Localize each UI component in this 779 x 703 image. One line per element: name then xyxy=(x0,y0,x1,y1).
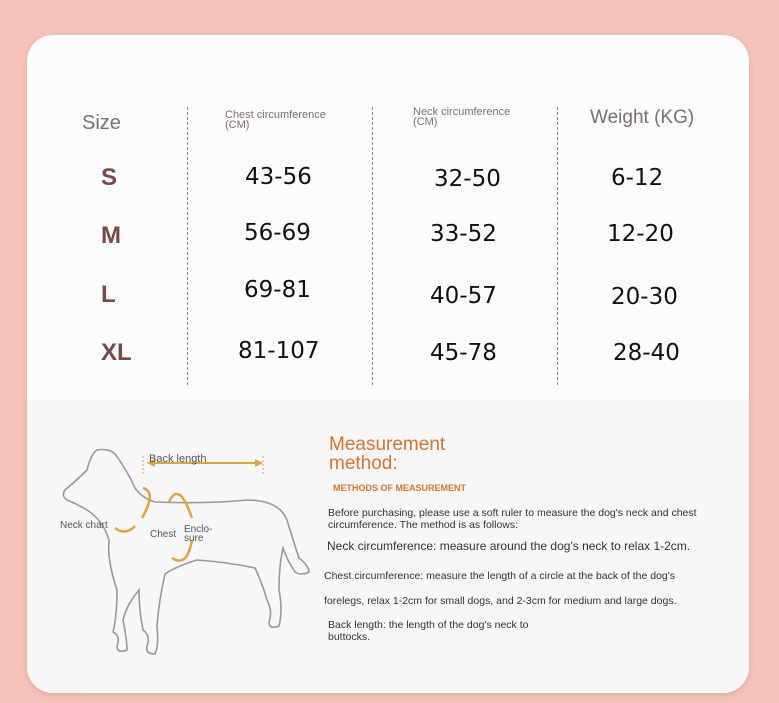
method-chest-2: forelegs, relax 1-2cm for small dogs, and 2-3cm for medium and large dogs. xyxy=(324,595,677,607)
neck-s: 32-50 xyxy=(434,166,501,192)
weight-s: 6-12 xyxy=(611,165,664,191)
weight-m: 12-20 xyxy=(607,221,674,247)
method-title xyxy=(329,435,445,473)
neck-xl: 45-78 xyxy=(430,340,497,366)
size-l: L xyxy=(101,281,116,308)
method-title-line: Measurement xyxy=(329,434,446,455)
label-chest: Chest xyxy=(150,529,177,540)
header-size: Size xyxy=(82,112,121,134)
header-neck: Neck circumference (CM) xyxy=(413,106,511,128)
chest-arrow xyxy=(169,494,192,518)
method-subtitle: METHODS OF MEASUREMENT xyxy=(333,483,467,493)
chest-xl: 81-107 xyxy=(238,338,320,364)
neck-arrow xyxy=(142,488,150,518)
chest-s: 43-56 xyxy=(245,164,312,190)
label-back-length: Back length xyxy=(149,453,207,465)
neck-m: 33-52 xyxy=(430,221,497,247)
column-divider xyxy=(372,107,373,385)
label-enclosure-2: sure xyxy=(184,533,204,544)
chest-l: 69-81 xyxy=(244,277,311,303)
method-chest-1: Chest circumference: measure the length of a circle at the back of the dog's xyxy=(324,570,676,582)
size-chart-card xyxy=(27,35,749,693)
method-intro: Before purchasing, please use a soft ruler to measure the dog's neck and chest circumference. The method is as follows: xyxy=(328,507,697,531)
method-title-line: method: xyxy=(329,453,398,474)
column-divider xyxy=(187,107,188,385)
size-s: S xyxy=(101,164,118,191)
header-weight: Weight (KG) xyxy=(590,107,695,128)
size-m: M xyxy=(101,222,121,249)
weight-xl: 28-40 xyxy=(613,340,680,366)
weight-l: 20-30 xyxy=(611,284,678,310)
column-divider xyxy=(557,107,558,385)
label-enclosure-1: Enclo- xyxy=(184,524,213,535)
chest-m: 56-69 xyxy=(244,220,311,246)
method-back: Back length: the length of the dog's neck to buttocks. xyxy=(328,619,529,643)
size-xl: XL xyxy=(101,339,132,366)
neck-l: 40-57 xyxy=(430,283,497,309)
dog-diagram xyxy=(47,440,317,665)
dog-outline xyxy=(63,450,309,655)
header-chest: Chest circumference (CM) xyxy=(225,109,326,131)
method-neck: Neck circumference: measure around the dog's neck to relax 1-2cm. xyxy=(327,539,691,553)
label-neck-chart: Neck chart xyxy=(60,520,108,531)
